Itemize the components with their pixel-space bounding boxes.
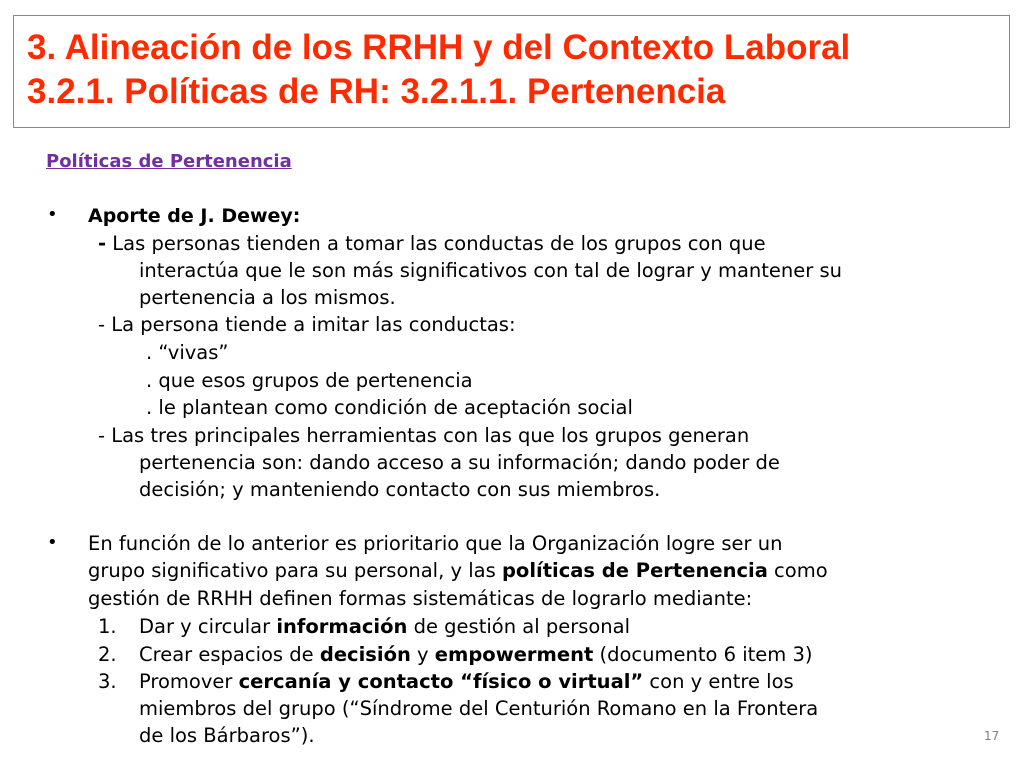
item3-line1 — [139, 668, 794, 696]
item3-line2: miembros del grupo (“Síndrome del Centurión Romano en la Frontera — [139, 697, 819, 720]
item2-bold-empowerment: empowerment — [434, 643, 594, 666]
item3-number: 3. — [98, 670, 117, 693]
item1-text — [139, 613, 630, 641]
dash3-line1: - Las tres principales herramientas con las que los grupos generan — [98, 424, 750, 447]
item1-a: Dar y circular — [139, 615, 277, 638]
item3-a: Promover — [139, 670, 239, 693]
subheading-politicas-pertenencia: Políticas de Pertenencia — [46, 151, 292, 172]
item3-line3: de los Bárbaros”). — [139, 724, 315, 747]
s2l2-bold: políticas de Pertenencia — [501, 559, 768, 582]
title-line-1: 3. Alineación de los RRHH y del Contexto Laboral — [27, 28, 851, 67]
section1-heading: Aporte de J. Dewey: — [88, 205, 301, 227]
item2-number: 2. — [98, 643, 117, 666]
item2-bold-decision: decisión — [319, 643, 411, 666]
sub-item-condicion: . le plantean como condición de aceptación social — [146, 396, 633, 419]
item1-c: de gestión al personal — [407, 615, 631, 638]
item3-bold: cercanía y contacto “físico o virtual” — [238, 670, 644, 693]
page-number: 17 — [984, 729, 1000, 743]
dash3-line2: pertenencia son: dando acceso a su información; dando poder de — [139, 451, 780, 474]
dash1-line3: pertenencia a los mismos. — [139, 286, 396, 309]
dash1-line2: interactúa que le son más significativos con tal de lograr y mantener su — [139, 259, 843, 282]
dash2-line: - La persona tiende a imitar las conductas: — [98, 313, 516, 336]
item3-c: con y entre los — [643, 670, 794, 693]
section2-line2 — [88, 557, 828, 585]
item2-a: Crear espacios de — [139, 643, 320, 666]
section2-line1: En función de lo anterior es prioritario que la Organización logre ser un — [88, 532, 783, 555]
section2-line3: gestión de RRHH definen formas sistemáticas de lograrlo mediante: — [88, 587, 753, 610]
title-box — [13, 15, 1010, 128]
item2-e: (documento 6 item 3) — [593, 643, 813, 666]
dash3-line3: decisión; y manteniendo contacto con sus miembros. — [139, 478, 661, 501]
title-line-2: 3.2.1. Políticas de RH: 3.2.1.1. Pertenencia — [27, 72, 726, 111]
dash1-text: Las personas tienden a tomar las conductas de los grupos con que — [106, 232, 766, 255]
bullet-2: • — [47, 532, 58, 553]
s2l2-a: grupo significativo para su personal, y las — [88, 559, 502, 582]
dash1-dash: - — [98, 232, 107, 255]
sub-item-vivas: . “vivas” — [146, 341, 229, 364]
item2-c: y — [410, 643, 435, 666]
item1-number: 1. — [98, 615, 117, 638]
bullet-1: • — [47, 204, 58, 225]
sub-item-grupos: . que esos grupos de pertenencia — [146, 369, 473, 392]
s2l2-c: como — [767, 559, 828, 582]
item2-text — [139, 641, 813, 669]
item1-bold: información — [276, 615, 408, 638]
dash1-line1 — [98, 230, 766, 258]
